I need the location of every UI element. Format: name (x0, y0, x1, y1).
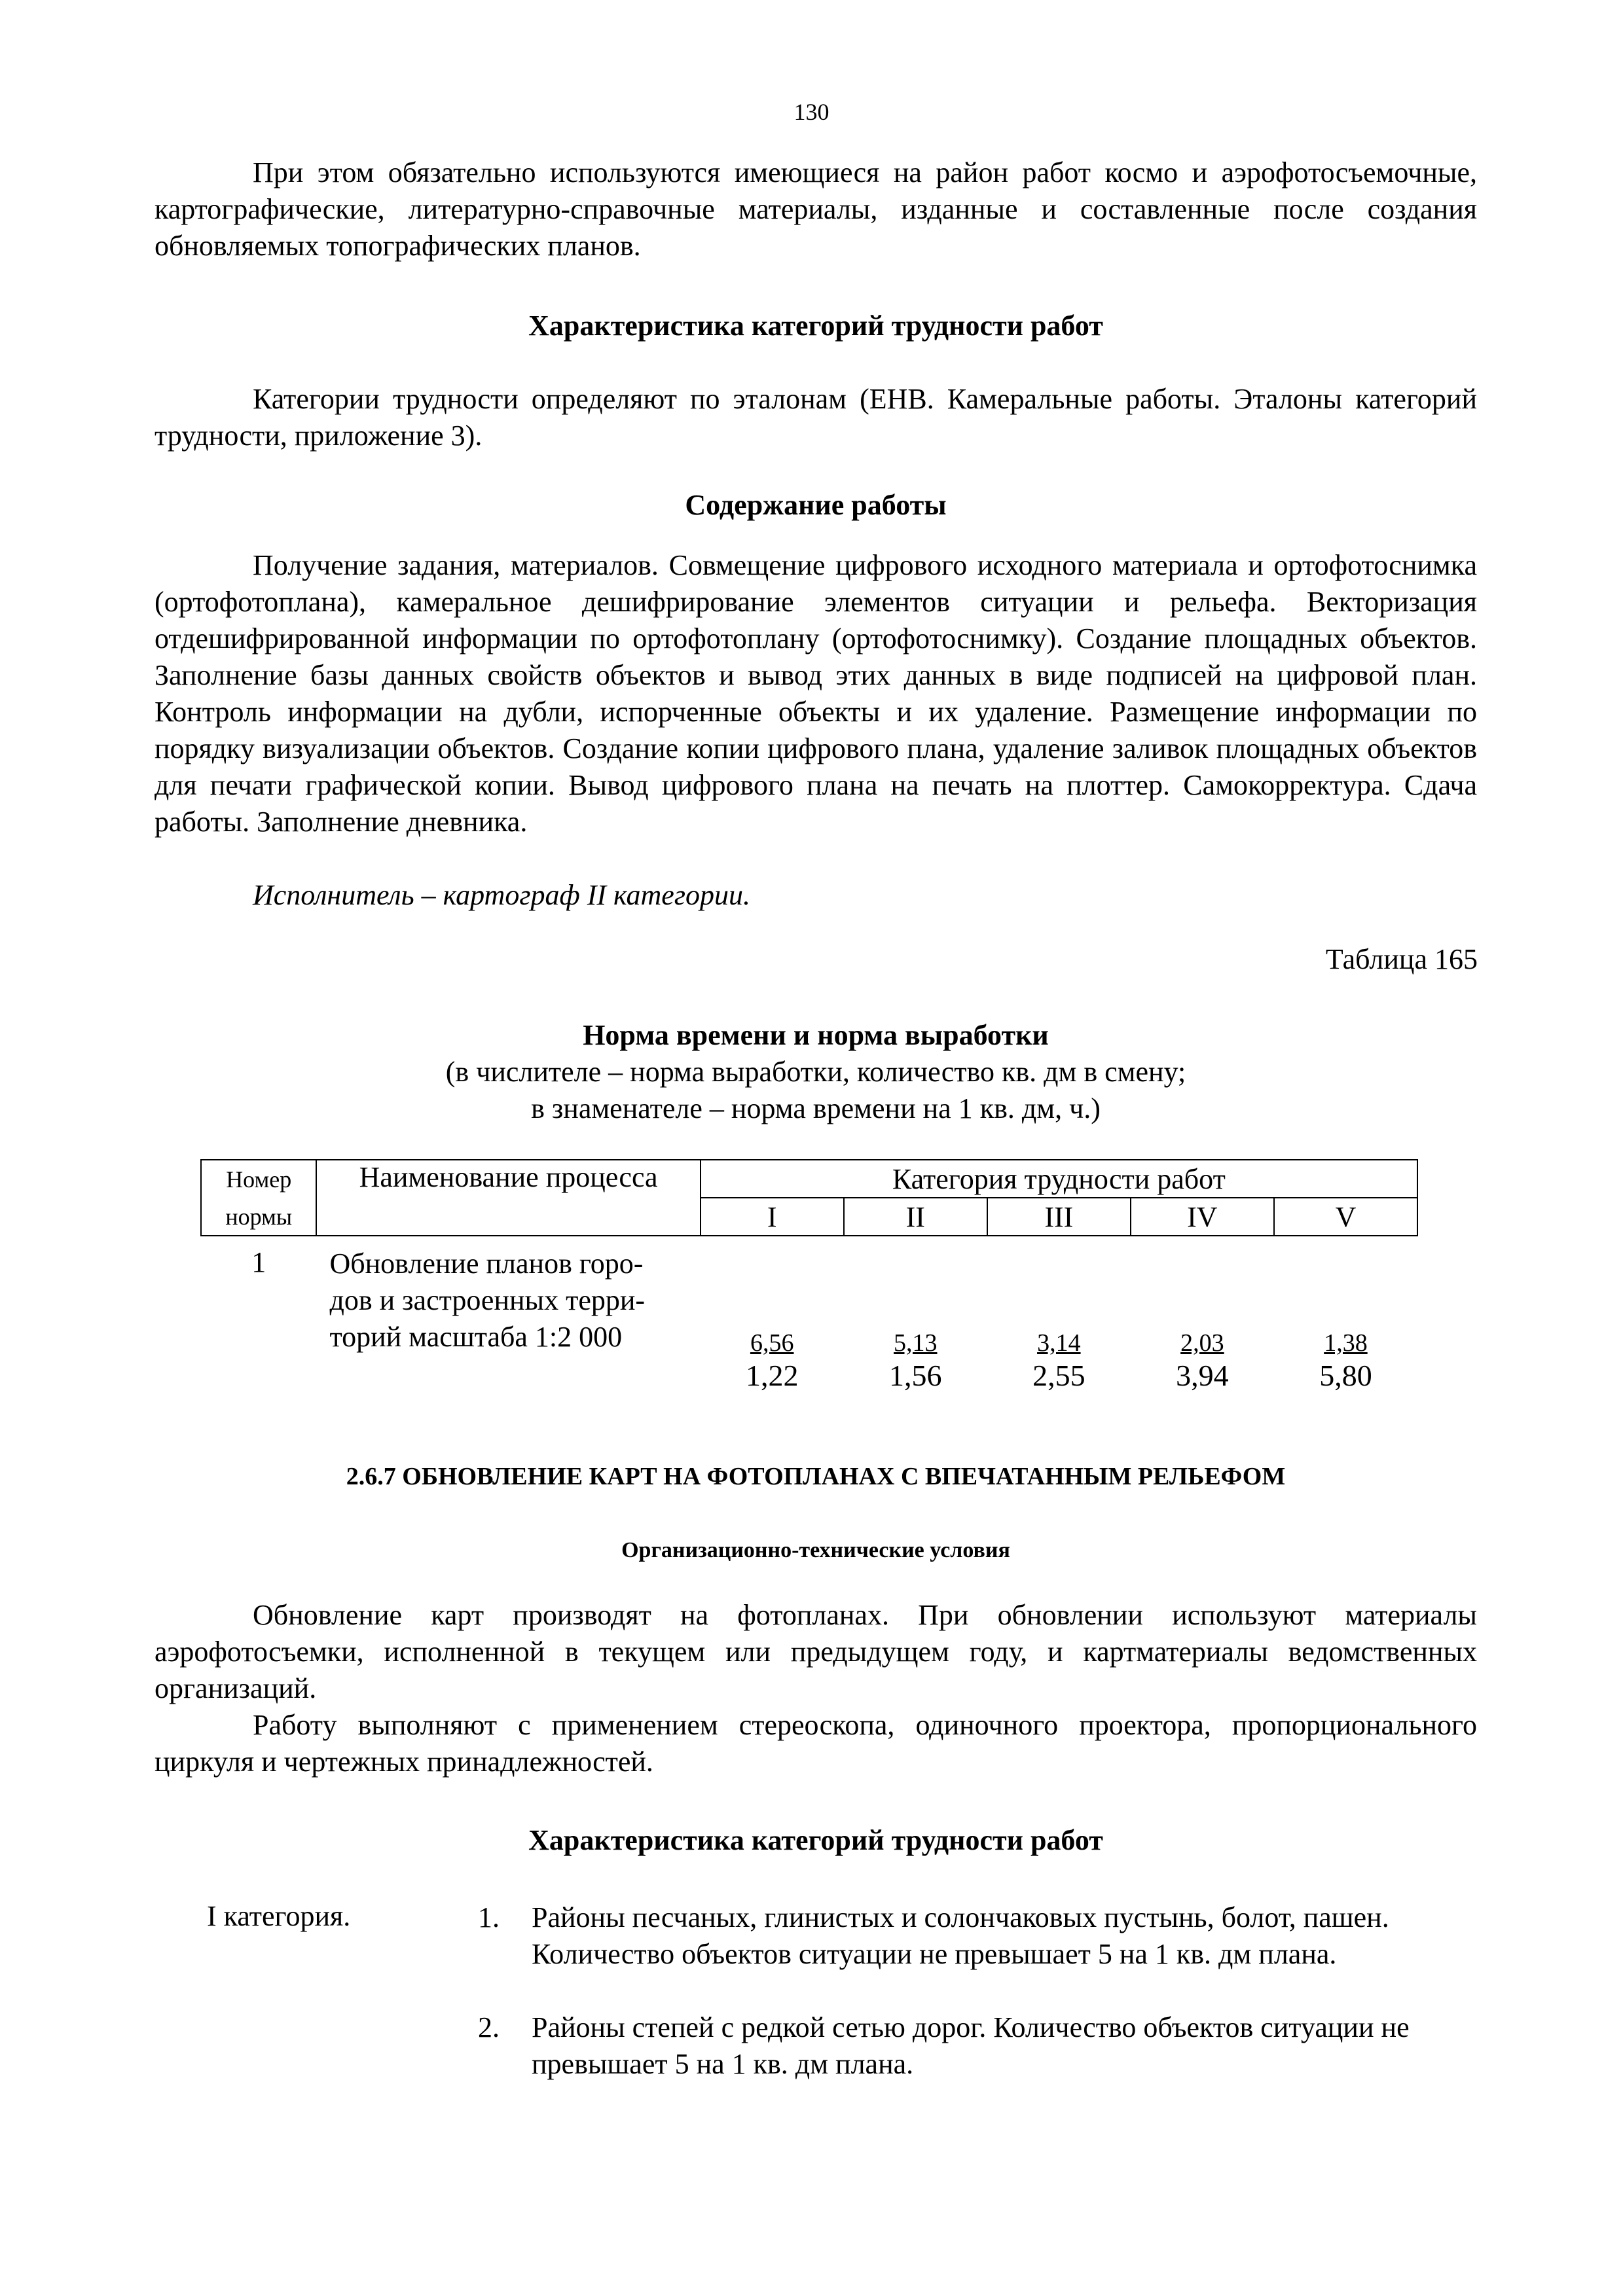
section1-paragraph: Категории трудности определяют по эталонам (ЕНВ. Камеральные работы. Эталоны категорий трудности, приложение 3). (155, 383, 1477, 452)
fraction-denominator: 5,80 (1319, 1359, 1372, 1392)
executor-line: Исполнитель – картограф II категории. (253, 879, 750, 911)
process-line-2: дов и застроенных терри- (329, 1284, 646, 1316)
value-cell (701, 1236, 844, 1393)
section1-heading: Характеристика категорий трудности работ (528, 310, 1103, 342)
fraction (1032, 1327, 1085, 1392)
section2-heading: Содержание работы (685, 489, 947, 521)
fraction-numerator: 1,38 (1324, 1329, 1368, 1357)
list-item-text: Районы степей с редкой сетью дорог. Количество объектов ситуации не превышает 5 на 1 кв. дм плана. (532, 2011, 1410, 2080)
category-header: III (987, 1198, 1131, 1236)
list-item-text: Районы песчаных, глинистых и солончаковых пустынь, болот, пашен. Количество объектов ситуации не превышает 5 на 1 кв. дм плана. (532, 1901, 1389, 1970)
section4-heading: Характеристика категорий трудности работ (528, 1824, 1103, 1856)
fraction-numerator: 3,14 (1037, 1329, 1081, 1357)
header-number-2: нормы (201, 1198, 316, 1236)
fraction-numerator: 6,56 (750, 1329, 794, 1357)
section3-title: 2.6.7 ОБНОВЛЕНИЕ КАРТ НА ФОТОПЛАНАХ С ВПЕЧАТАННЫМ РЕЛЬЕФОМ (346, 1463, 1286, 1490)
category-header: V (1274, 1198, 1417, 1236)
fraction-denominator: 3,94 (1176, 1359, 1229, 1392)
process-line-1: Обновление планов горо- (329, 1247, 644, 1280)
page-number: 130 (793, 99, 830, 125)
category-label: I категория. (207, 1900, 351, 1932)
value-cell (1274, 1236, 1417, 1393)
section3-subtitle: Организационно-технические условия (621, 1538, 1010, 1562)
value-cell (987, 1236, 1131, 1393)
process-line-3: торий масштаба 1:2 000 (329, 1321, 623, 1353)
list-item-number: 1. (478, 1901, 500, 1933)
section3-paragraph-2: Работу выполняют с применением стереоскопа, одиночного проектора, пропорционального циркуля и чертежных принадлежностей. (155, 1709, 1477, 1778)
fraction (889, 1327, 942, 1392)
category-header: IV (1131, 1198, 1274, 1236)
table-subtitle-2: в знаменателе – норма времени на 1 кв. дм, ч.) (531, 1092, 1101, 1124)
header-category: Категория трудности работ (701, 1160, 1417, 1198)
value-cell (844, 1236, 987, 1393)
fraction-denominator: 1,56 (889, 1359, 942, 1392)
fraction (1176, 1327, 1229, 1392)
table-title: Норма времени и норма выработки (583, 1019, 1049, 1051)
category-header: I (701, 1198, 844, 1236)
section3-paragraph-1: Обновление карт производят на фотопланах. При обновлении используют материалы аэрофотосъемки, исполненной в текущем или предыдущем году, и картматериалы ведомственных организаций. (155, 1599, 1477, 1704)
fraction-denominator: 1,22 (745, 1359, 799, 1392)
fraction-denominator: 2,55 (1032, 1359, 1085, 1392)
section2-paragraph: Получение задания, материалов. Совмещение цифрового исходного материала и ортофотоснимка (ортофотоплана), камеральное дешифрирование элементов ситуации и рельефа. Векторизация отдешифрированной информации по ортофотоплану (ортофотоснимку). Создание площадных объектов. Заполнение базы данных свойств объектов и вывод этих данных в виде подписей на цифровой план. Контроль информации на дубли, испорченные объекты и их удаление. Размещение информации по порядку визуализации объектов. Создание копии цифрового плана, удаление заливок площадных объектов для печати графической копии. Вывод цифрового плана на печать на плоттер. Самокорректура. Сдача работы. Заполнение дневника. (155, 549, 1477, 838)
list-item (478, 2009, 1427, 2083)
fraction (1319, 1327, 1372, 1392)
fraction (746, 1327, 799, 1392)
norm-table (200, 1159, 1418, 1393)
fraction-numerator: 5,13 (894, 1329, 938, 1357)
table-header-row-1 (201, 1160, 1417, 1198)
header-process: Наименование процесса (316, 1160, 700, 1236)
header-number-1: Номер (201, 1160, 316, 1198)
list-item-number: 2. (478, 2011, 500, 2043)
row-number: 1 (251, 1246, 266, 1278)
list-item (478, 1899, 1427, 1973)
table-label: Таблица 165 (1325, 943, 1478, 975)
fraction-numerator: 2,03 (1180, 1329, 1224, 1357)
intro-paragraph: При этом обязательно используются имеющиеся на район работ космо и аэрофотосъемочные, картографические, литературно-справочные материалы, изданные и составленные после создания обновляемых топографических планов. (155, 156, 1477, 262)
row-process (316, 1236, 700, 1393)
value-cell (1131, 1236, 1274, 1393)
table-row (201, 1236, 1417, 1393)
table-subtitle-1: (в числителе – норма выработки, количество кв. дм в смену; (445, 1056, 1186, 1088)
category-header: II (844, 1198, 987, 1236)
